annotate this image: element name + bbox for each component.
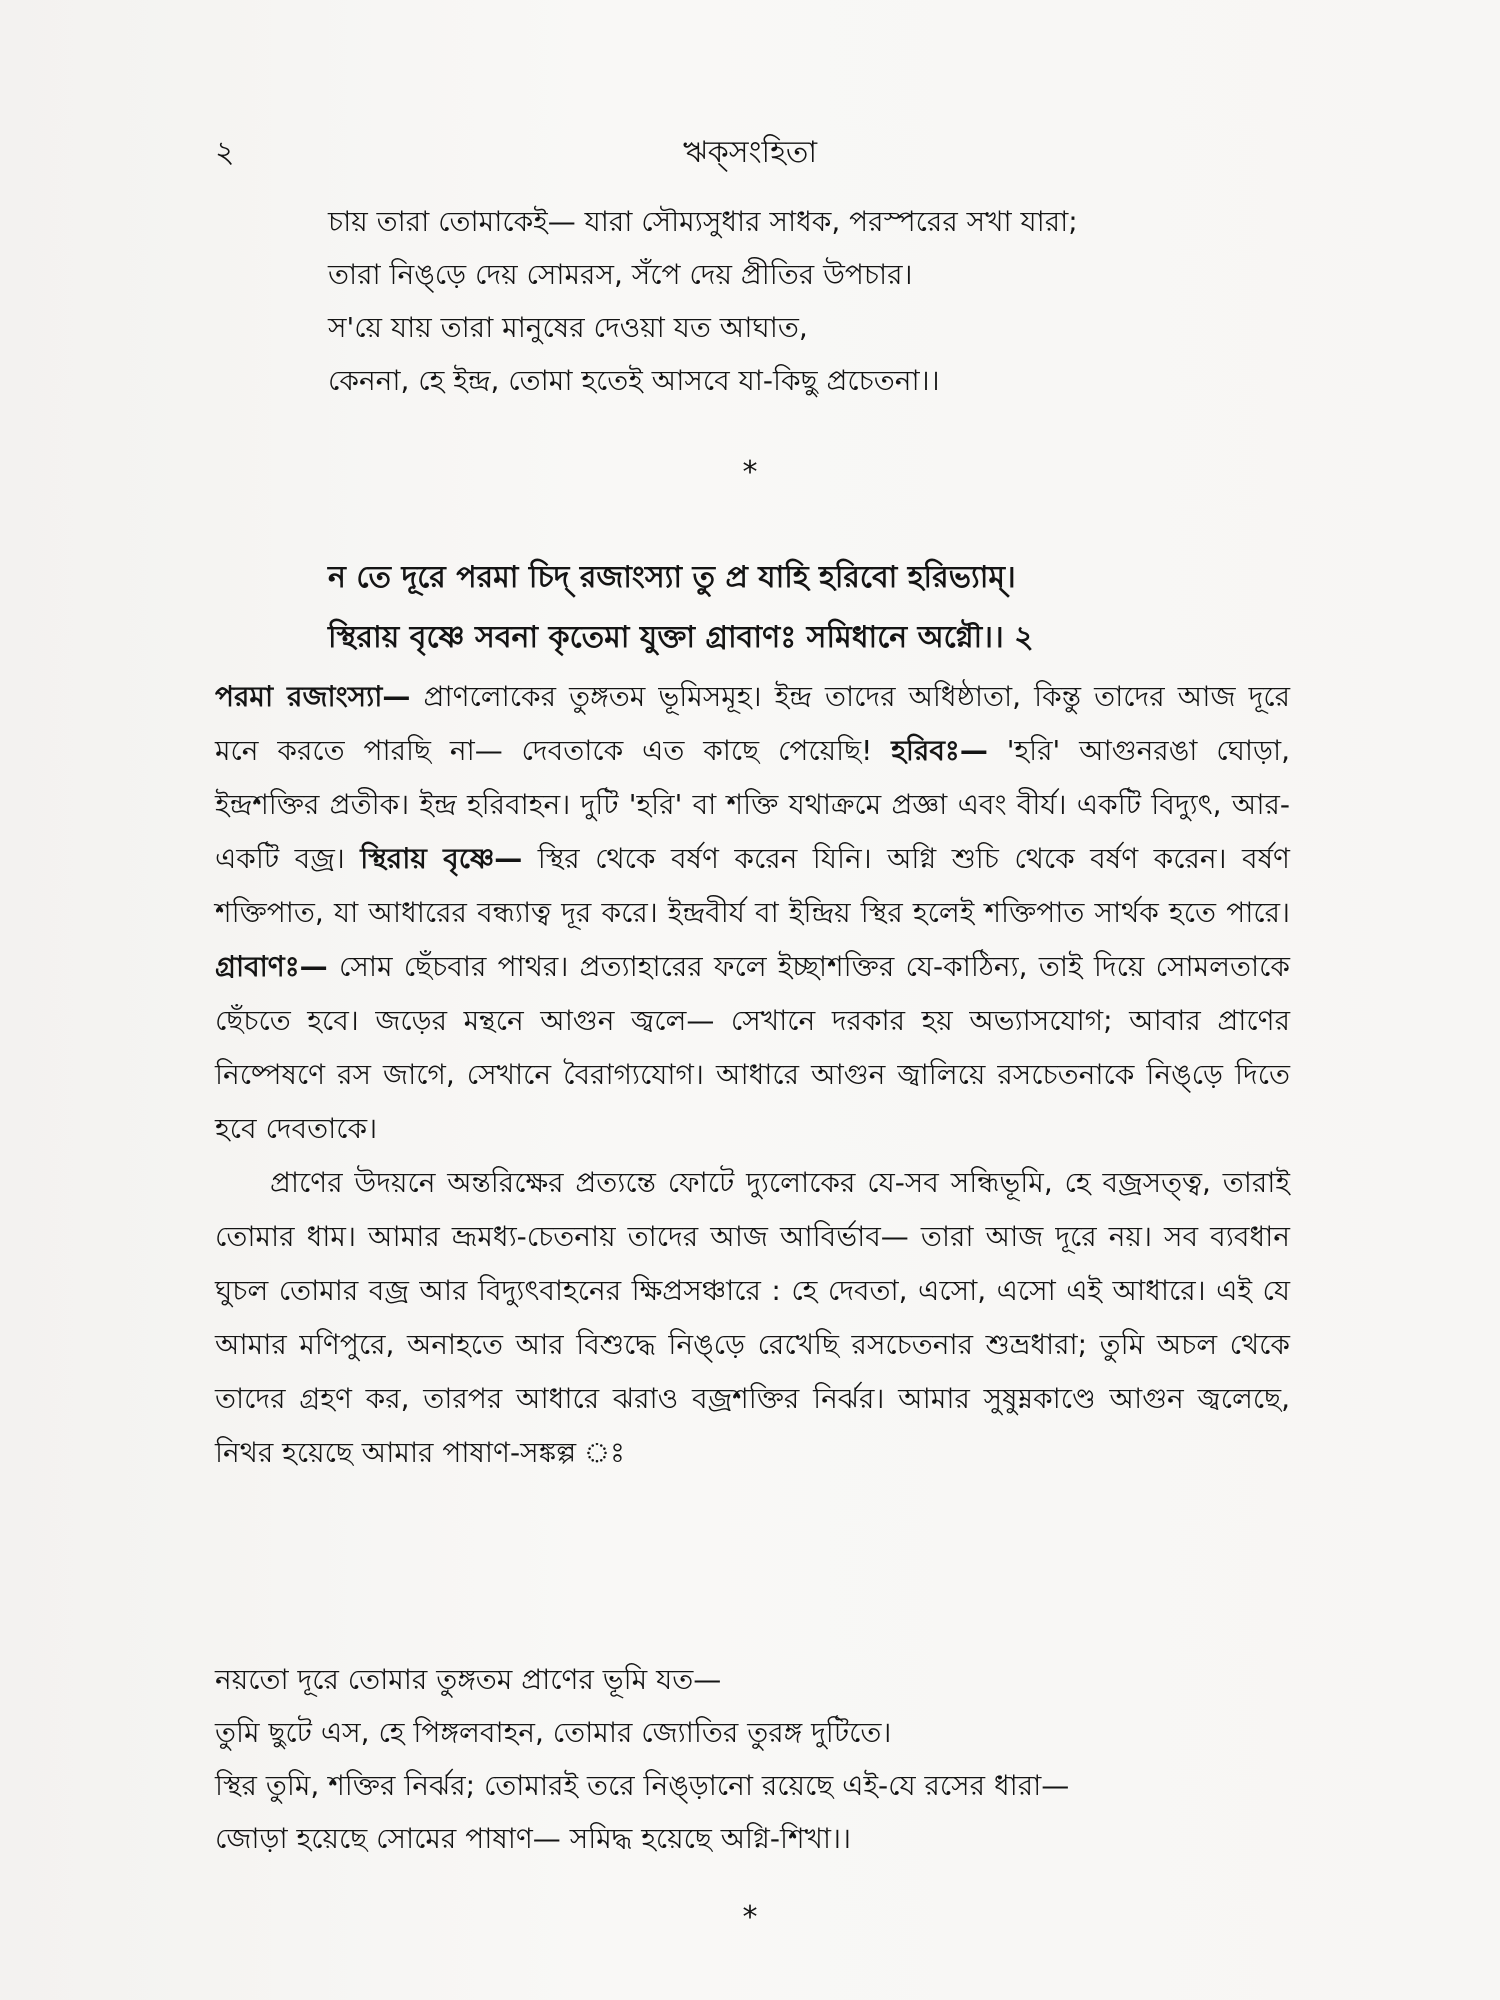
mantra-line: ন তে দূরে পরমা চিদ্ রজাংস্যা তু প্র যাহি হরিবো হরিভ্যাম্। [328, 560, 1016, 595]
verse-line: নয়তো দূরে তোমার তুঙ্গতম প্রাণের ভূমি যত— [215, 1663, 722, 1696]
commentary-paragraph: প্রাণের উদয়নে অন্তরিক্ষের প্রত্যন্তে ফোটে দ্যুলোকের যে-সব সন্ধিভূমি, হে বজ্রসত্ত্ব, তারাই তোমার ধাম। আমার ভ্রূমধ্য-চেতনায় তাদের আজ আবির্ভাব— তারা আজ দূরে নয়। সব ব্যবধান ঘুচল তোমার বজ্র আর বিদ্যুৎবাহনের ক্ষিপ্রসঞ্চারে : হে দেবতা, এসো, এসো এই আধারে। এই যে আমার মণিপুরে, অনাহতে আর বিশুদ্ধে নিঙ্‌ড়ে রেখেছি রসচেতনার শুভ্রধারা; তুমি অচল থেকে তাদের গ্রহণ কর, তারপর আধারে ঝরাও বজ্রশক্তির নির্ঝর। আমার সুষুম্নকাণ্ডে আগুন জ্বলেছে, নিথর হয়েছে আমার পাষাণ-সঙ্কল্প ঃ [215, 1166, 1290, 1469]
gloss-text: 'হরি' আগুনরঙা ঘোড়া, ইন্দ্রশক্তির প্রতীক। ইন্দ্র হরিবাহন। দুটি 'হরি' বা শক্তি যথাক্রমে প্রজ্ঞা এবং বীর্য। একটি বিদ্যুৎ, আর-একটি বজ্র। [215, 734, 1291, 875]
section-separator: * [742, 1900, 758, 1935]
verse-line: তারা নিঙ্‌ড়ে দেয় সোমরস, সঁপে দেয় প্রীতির উপচার। [328, 258, 913, 291]
verse-line: স্থির তুমি, শক্তির নির্ঝর; তোমারই তরে নিঙ্‌ড়ানো রয়েছে এই-যে রসের ধারা— [215, 1769, 1070, 1802]
glossary-term: গ্রাবাণঃ— [215, 950, 328, 983]
mantra-line: স্থিরায় বৃষ্ণে সবনা কৃতেমা যুক্তা গ্রাবাণঃ সমিধানে অগ্নৌ।। ২ [328, 620, 1034, 655]
verse-line: তুমি ছুটে এস, হে পিঙ্গলবাহন, তোমার জ্যোতির তুরঙ্গ দুটিতে। [215, 1716, 892, 1749]
running-title: ঋক্‌সংহিতা [682, 135, 818, 170]
section-separator: * [742, 455, 758, 490]
glossary-term: পরমা রজাংস্যা— [215, 680, 411, 713]
verse-line: জোড়া হয়েছে সোমের পাষাণ— সমিদ্ধ হয়েছে অগ্নি-শিখা।। [215, 1822, 852, 1855]
glossary-term: স্থিরায় বৃষ্ণে— [360, 842, 523, 875]
commentary-paragraph [215, 670, 1290, 1156]
verse-line: স'য়ে যায় তারা মানুষের দেওয়া যত আঘাত, [328, 311, 808, 344]
gloss-text: সোম ছেঁচবার পাথর। প্রত্যাহারের ফলে ইচ্ছাশক্তির যে-কাঠিন্য, তাই দিয়ে সোমলতাকে ছেঁচতে হবে। জড়ের মন্থনে আগুন জ্বলে— সেখানে দরকার হয় অভ্যাসযোগ; আবার প্রাণের নিষ্পেষণে রস জাগে, সেখানে বৈরাগ্যযোগ। আধারে আগুন জ্বালিয়ে রসচেতনাকে নিঙ্‌ড়ে দিতে হবে দেবতাকে। [215, 950, 1290, 1145]
verse-translation-bottom [215, 1653, 1225, 1865]
verse-translation-top [328, 195, 1338, 407]
verse-line: চায় তারা তোমাকেই— যারা সৌম্যসুধার সাধক, পরস্পরের সখা যারা; [328, 205, 1078, 238]
page-number: ২ [215, 135, 235, 170]
gloss-text: স্থির থেকে বর্ষণ করেন যিনি। অগ্নি শুচি থেকে বর্ষণ করেন। বর্ষণ শক্তিপাত, যা আধারের বন্ধ্যাত্ব দূর করে। ইন্দ্রবীর্য বা ইন্দ্রিয় স্থির হলেই শক্তিপাত সার্থক হতে পারে। [215, 842, 1290, 929]
verse-line: কেননা, হে ইন্দ্র, তোমা হতেই আসবে যা-কিছু প্রচেতনা।। [328, 364, 940, 397]
commentary [215, 670, 1290, 1480]
sanskrit-mantra [328, 548, 1328, 668]
glossary-term: হরিবঃ— [891, 734, 988, 767]
gloss-text: প্রাণলোকের তুঙ্গতম ভূমিসমূহ। ইন্দ্র তাদের অধিষ্ঠাতা, কিন্তু তাদের আজ দূরে মনে করতে পারছি না— দেবতাকে এত কাছে পেয়েছি! [215, 680, 1290, 767]
